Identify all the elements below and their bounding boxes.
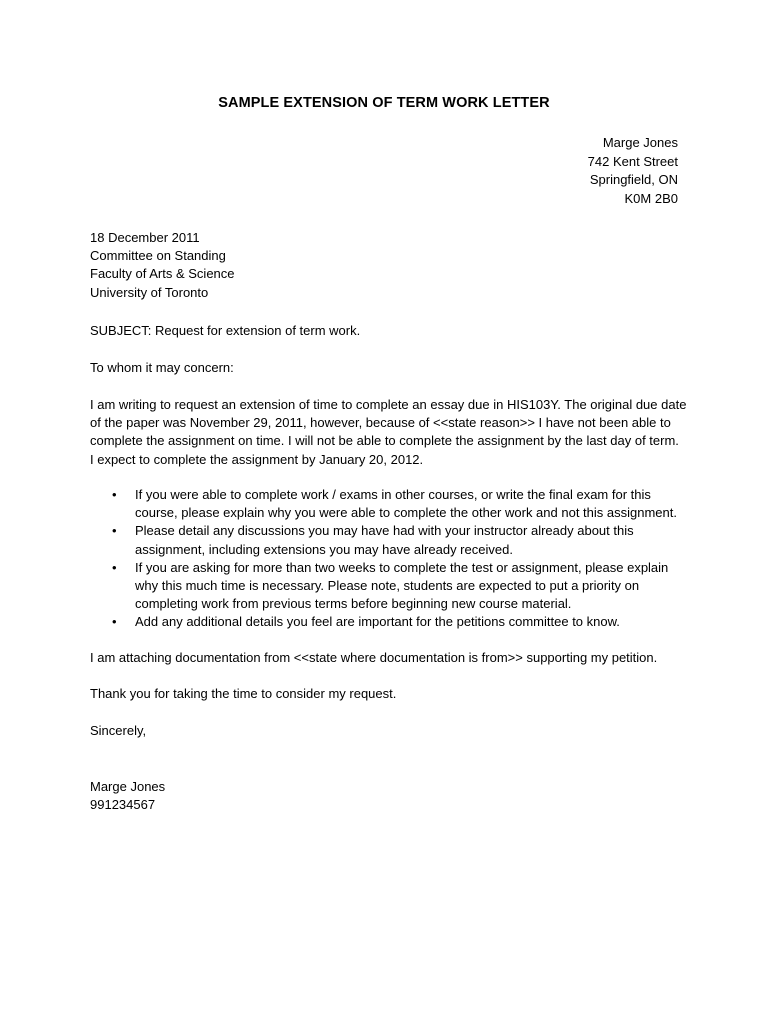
bullet-text-line: Please detail any discussions you may have had with your instructor already about this	[135, 523, 634, 539]
bullet-item	[90, 486, 690, 522]
greeting: To whom it may concern:	[90, 360, 234, 375]
bullet-text-line: course, please explain why you were able to complete the other work and not this assignment.	[135, 505, 677, 521]
subject-line: SUBJECT: Request for extension of term work.	[90, 323, 361, 338]
closing: Sincerely,	[90, 723, 147, 738]
thanks-line: Thank you for taking the time to consider my request.	[90, 686, 397, 701]
student-number: 991234567	[90, 797, 156, 813]
sender-city: Springfield, ON	[589, 172, 678, 188]
recipient-line-3: University of Toronto	[90, 284, 209, 300]
bullet-text-line: why this much time is necessary. Please note, students are expected to put a priority on	[135, 578, 640, 594]
recipient-line-1: Committee on Standing	[90, 248, 226, 264]
recipient-line-2: Faculty of Arts & Science	[90, 266, 235, 282]
letter-title: SAMPLE EXTENSION OF TERM WORK LETTER	[218, 95, 550, 111]
bullet-text-line: completing work from previous terms before beginning new course material.	[135, 596, 572, 612]
signature-name: Marge Jones	[90, 779, 166, 794]
recipient-block	[90, 229, 690, 302]
bullet-icon: •	[112, 487, 117, 502]
bullet-item	[90, 613, 690, 631]
body-paragraph	[90, 396, 690, 469]
body-line: of the paper was November 29, 2011, however, because of <<state reason>> I have not been able to	[90, 415, 671, 431]
letter-date: 18 December 2011	[90, 230, 200, 245]
body-line: I am writing to request an extension of time to complete an essay due in HIS103Y. The original due date	[90, 397, 687, 412]
body-line: I expect to complete the assignment by January 20, 2012.	[90, 451, 424, 467]
sender-street: 742 Kent Street	[587, 153, 678, 169]
sender-address	[588, 134, 678, 208]
bullet-icon: •	[112, 614, 117, 630]
sender-name: Marge Jones	[602, 135, 678, 150]
bullet-text-line: Add any additional details you feel are important for the petitions committee to know.	[135, 614, 620, 630]
body-line: complete the assignment on time. I will not be able to complete the assignment by the last day of term.	[90, 433, 679, 449]
bullet-text-line: If you are asking for more than two weeks to complete the test or assignment, please explain	[135, 559, 669, 575]
bullet-text-line: assignment, including extensions you may have already received.	[135, 541, 513, 557]
bullet-list	[90, 486, 690, 632]
bullet-item	[90, 522, 690, 558]
bullet-icon: •	[112, 523, 117, 539]
bullet-icon: •	[112, 559, 117, 575]
signature-block	[90, 778, 690, 814]
attachment-note: I am attaching documentation from <<state where documentation is from>> supporting my petition.	[90, 650, 658, 665]
bullet-text-line: If you were able to complete work / exams in other courses, or write the final exam for this	[135, 487, 651, 502]
sender-postal: K0M 2B0	[624, 190, 678, 206]
bullet-item	[90, 559, 690, 614]
